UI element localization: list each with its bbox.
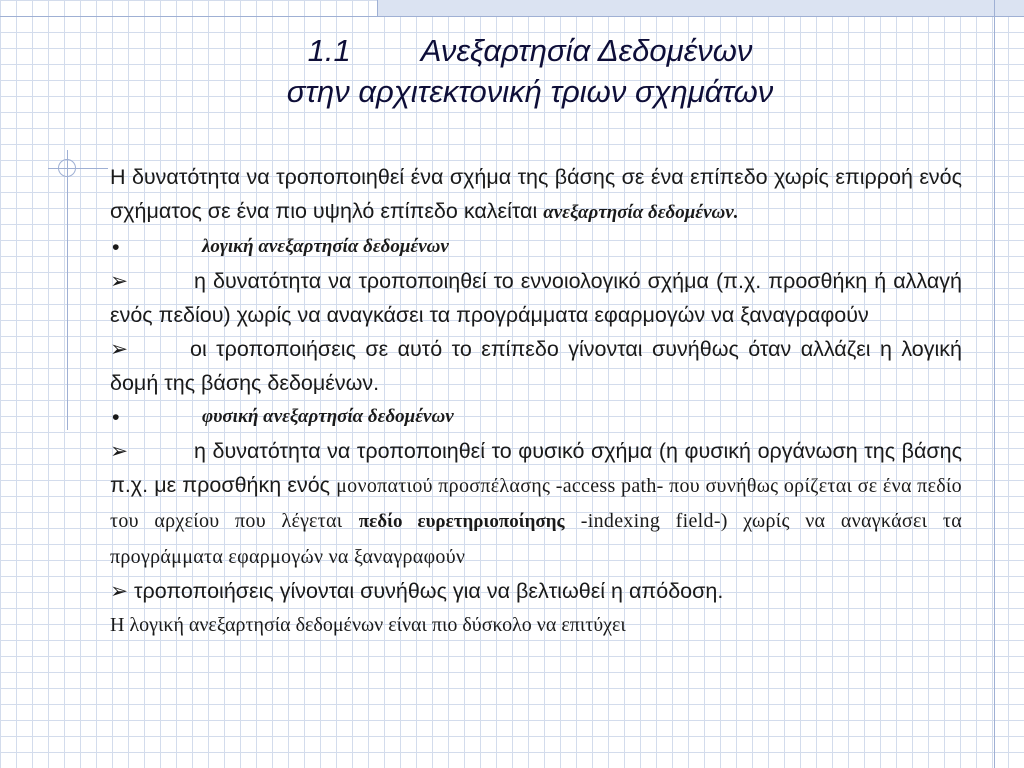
arrow-bullet-icon: ➢ (110, 439, 129, 463)
header-band (377, 0, 1024, 16)
physical-point-1-sans: η δυνατότητα να τροποποιηθεί το φυσικό σχήμα (η φυσική οργάνωση της βάσης π.χ. με προσθήκη ενός (110, 439, 962, 497)
arrow-bullet-icon: ➢ (110, 337, 129, 361)
logical-heading: λογική ανεξαρτησία δεδομένων (202, 236, 449, 257)
bullet-icon: • (112, 235, 120, 259)
physical-heading: φυσική ανεξαρτησία δεδομένων (202, 406, 454, 427)
logical-point-1 (110, 264, 962, 332)
intro-text: Η δυνατότητα να τροποποιηθεί ένα σχήμα της βάσης σε ένα επίπεδο χωρίς επιρροή ενός σχήματος σε ένα πιο υψηλό επίπεδο καλείται (110, 165, 962, 223)
slide-title (150, 30, 910, 112)
physical-point-2-text: τροποποιήσεις γίνονται συνήθως για να βελτιωθεί η απόδοση. (134, 579, 724, 603)
left-rule (67, 150, 68, 430)
title-line1: Ανεξαρτησία Δεδομένων (420, 33, 753, 68)
body-marker-ring (58, 159, 76, 177)
physical-point-2 (110, 574, 962, 608)
physical-point-1-serif: μονοπατιού προσπέλασης -access path- που συνήθως ορίζεται σε ένα πεδίο του αρχείου που λέγεται (110, 475, 962, 532)
intro-paragraph (110, 160, 962, 230)
title-line2: στην αρχιτεκτονική τριων σχημάτων (286, 74, 774, 109)
header-band-edge (377, 0, 378, 16)
logical-heading-row (110, 230, 962, 264)
top-rule (0, 16, 1024, 17)
physical-point-1-bold: πεδίο ευρετηριοποίησης (358, 511, 565, 532)
arrow-bullet-icon: ➢ (110, 269, 129, 293)
bullet-icon: • (112, 405, 120, 429)
logical-point-1-text: η δυνατότητα να τροποποιηθεί το εννοιολογικό σχήμα (π.χ. προσθήκη ή αλλαγή ενός πεδίου) χωρίς να αναγκάσει τα προγράμματα εφαρμογών να ξαναγραφούν (110, 269, 962, 327)
right-rule (994, 0, 995, 768)
physical-heading-row (110, 400, 962, 434)
intro-term: ανεξαρτησία δεδομένων. (543, 202, 739, 223)
body-marker-line (48, 168, 108, 169)
closing-sentence: Η λογική ανεξαρτησία δεδομένων είναι πιο δύσκολο να επιτύχει (110, 614, 626, 636)
logical-point-2 (110, 332, 962, 400)
physical-point-1-tail: -indexing field-) χωρίς να αναγκάσει τα προγράμματα εφαρμογών να ξαναγραφούν (110, 510, 962, 568)
arrow-bullet-icon: ➢ (110, 579, 129, 603)
slide-body (110, 160, 962, 642)
logical-point-2-text: οι τροποποιήσεις σε αυτό το επίπεδο γίνονται συνήθως όταν αλλάζει η λογική δομή της βάσης δεδομένων. (110, 337, 962, 395)
physical-point-1 (110, 434, 962, 574)
section-number: 1.1 (307, 33, 351, 68)
